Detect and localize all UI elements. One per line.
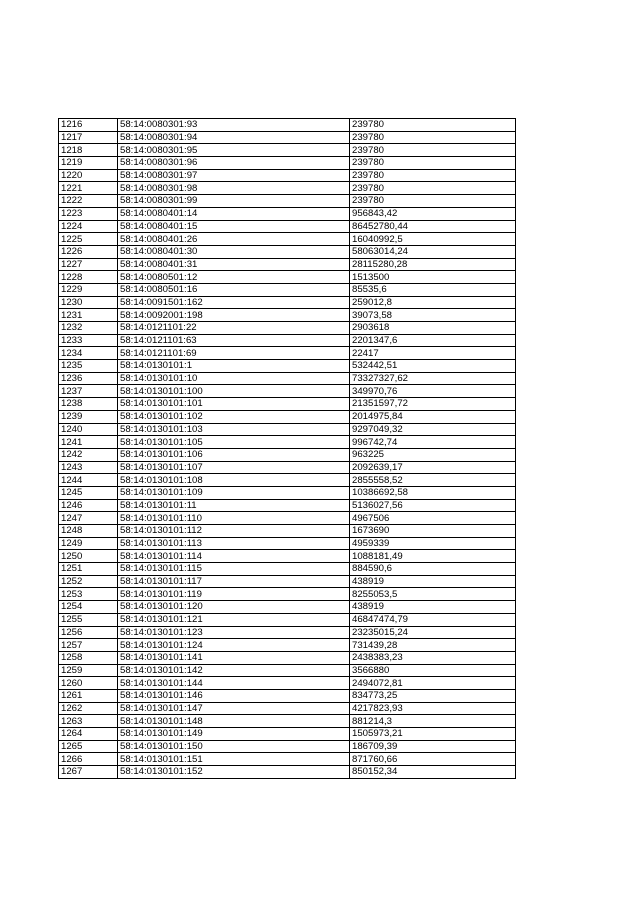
value-cell: 239780 — [350, 182, 516, 195]
cadastral-number-cell: 58:14:0080301:99 — [118, 195, 350, 208]
row-number-cell: 1253 — [59, 588, 118, 601]
row-number-cell: 1237 — [59, 385, 118, 398]
table-row — [59, 461, 516, 474]
cadastral-number-cell: 58:14:0080501:16 — [118, 283, 350, 296]
table-row — [59, 398, 516, 411]
cadastral-number-cell: 58:14:0130101:151 — [118, 753, 350, 766]
table-row — [59, 563, 516, 576]
value-cell: 8255053,5 — [350, 588, 516, 601]
value-cell: 4959339 — [350, 537, 516, 550]
table-row — [59, 220, 516, 233]
cadastral-number-cell: 58:14:0080401:31 — [118, 258, 350, 271]
cadastral-number-cell: 58:14:0130101:120 — [118, 601, 350, 614]
cadastral-number-cell: 58:14:0080301:96 — [118, 157, 350, 170]
row-number-cell: 1244 — [59, 474, 118, 487]
cadastral-number-cell: 58:14:0130101:105 — [118, 436, 350, 449]
value-cell: 1088181,49 — [350, 550, 516, 563]
row-number-cell: 1243 — [59, 461, 118, 474]
table-row — [59, 601, 516, 614]
table-row — [59, 728, 516, 741]
row-number-cell: 1217 — [59, 131, 118, 144]
table-row — [59, 195, 516, 208]
cadastral-number-cell: 58:14:0080301:98 — [118, 182, 350, 195]
cadastral-number-cell: 58:14:0130101:115 — [118, 563, 350, 576]
cadastral-number-cell: 58:14:0080401:26 — [118, 233, 350, 246]
row-number-cell: 1235 — [59, 360, 118, 373]
row-number-cell: 1242 — [59, 448, 118, 461]
table-row — [59, 258, 516, 271]
table-row — [59, 766, 516, 779]
row-number-cell: 1233 — [59, 334, 118, 347]
value-cell: 2438383,23 — [350, 651, 516, 664]
cadastral-number-cell: 58:14:0130101:117 — [118, 575, 350, 588]
value-cell: 4967506 — [350, 512, 516, 525]
cadastral-number-cell: 58:14:0091501:162 — [118, 296, 350, 309]
row-number-cell: 1257 — [59, 639, 118, 652]
value-cell: 239780 — [350, 195, 516, 208]
table-row — [59, 296, 516, 309]
table-row — [59, 753, 516, 766]
value-cell: 2494072,81 — [350, 677, 516, 690]
value-cell: 2855558,52 — [350, 474, 516, 487]
row-number-cell: 1252 — [59, 575, 118, 588]
table-row — [59, 182, 516, 195]
table-row — [59, 360, 516, 373]
cadastral-number-cell: 58:14:0130101:113 — [118, 537, 350, 550]
cadastral-number-cell: 58:14:0130101:10 — [118, 372, 350, 385]
row-number-cell: 1248 — [59, 525, 118, 538]
cadastral-number-cell: 58:14:0130101:149 — [118, 728, 350, 741]
row-number-cell: 1219 — [59, 157, 118, 170]
value-cell: 16040992,5 — [350, 233, 516, 246]
value-cell: 10386692,58 — [350, 486, 516, 499]
table-row — [59, 575, 516, 588]
value-cell: 21351597,72 — [350, 398, 516, 411]
row-number-cell: 1246 — [59, 499, 118, 512]
value-cell: 871760,66 — [350, 753, 516, 766]
table-row — [59, 233, 516, 246]
value-cell: 438919 — [350, 575, 516, 588]
row-number-cell: 1239 — [59, 410, 118, 423]
row-number-cell: 1249 — [59, 537, 118, 550]
cadastral-number-cell: 58:14:0130101:1 — [118, 360, 350, 373]
cadastral-number-cell: 58:14:0130101:141 — [118, 651, 350, 664]
row-number-cell: 1224 — [59, 220, 118, 233]
cadastral-number-cell: 58:14:0130101:121 — [118, 613, 350, 626]
value-cell: 39073,58 — [350, 309, 516, 322]
table-row — [59, 486, 516, 499]
table-row — [59, 322, 516, 335]
cadastral-number-cell: 58:14:0130101:142 — [118, 664, 350, 677]
table-row — [59, 334, 516, 347]
row-number-cell: 1251 — [59, 563, 118, 576]
table-body — [59, 119, 516, 779]
row-number-cell: 1262 — [59, 702, 118, 715]
value-cell: 239780 — [350, 119, 516, 132]
value-cell: 731439,28 — [350, 639, 516, 652]
row-number-cell: 1226 — [59, 245, 118, 258]
cadastral-number-cell: 58:14:0080501:12 — [118, 271, 350, 284]
value-cell: 850152,34 — [350, 766, 516, 779]
table-row — [59, 613, 516, 626]
row-number-cell: 1260 — [59, 677, 118, 690]
row-number-cell: 1240 — [59, 423, 118, 436]
value-cell: 4217823,93 — [350, 702, 516, 715]
value-cell: 2201347,6 — [350, 334, 516, 347]
cadastral-number-cell: 58:14:0130101:144 — [118, 677, 350, 690]
value-cell: 86452780,44 — [350, 220, 516, 233]
cadastral-number-cell: 58:14:0080401:15 — [118, 220, 350, 233]
table-row — [59, 372, 516, 385]
data-table — [58, 118, 516, 779]
cadastral-number-cell: 58:14:0080301:94 — [118, 131, 350, 144]
table-row — [59, 626, 516, 639]
table-row — [59, 588, 516, 601]
table-row — [59, 537, 516, 550]
table-row — [59, 715, 516, 728]
cadastral-number-cell: 58:14:0130101:101 — [118, 398, 350, 411]
table-row — [59, 385, 516, 398]
value-cell: 996742,74 — [350, 436, 516, 449]
value-cell: 1505973,21 — [350, 728, 516, 741]
value-cell: 259012,8 — [350, 296, 516, 309]
table-row — [59, 664, 516, 677]
cadastral-number-cell: 58:14:0130101:103 — [118, 423, 350, 436]
value-cell: 186709,39 — [350, 740, 516, 753]
row-number-cell: 1259 — [59, 664, 118, 677]
row-number-cell: 1258 — [59, 651, 118, 664]
table-row — [59, 525, 516, 538]
table-row — [59, 740, 516, 753]
table-row — [59, 144, 516, 157]
value-cell: 85535,6 — [350, 283, 516, 296]
table-row — [59, 169, 516, 182]
cadastral-number-cell: 58:14:0130101:147 — [118, 702, 350, 715]
value-cell: 1673690 — [350, 525, 516, 538]
row-number-cell: 1264 — [59, 728, 118, 741]
table-row — [59, 499, 516, 512]
value-cell: 239780 — [350, 144, 516, 157]
row-number-cell: 1228 — [59, 271, 118, 284]
value-cell: 963225 — [350, 448, 516, 461]
row-number-cell: 1231 — [59, 309, 118, 322]
value-cell: 28115280,28 — [350, 258, 516, 271]
cadastral-number-cell: 58:14:0080301:97 — [118, 169, 350, 182]
value-cell: 349970,76 — [350, 385, 516, 398]
table-row — [59, 207, 516, 220]
row-number-cell: 1229 — [59, 283, 118, 296]
value-cell: 3566880 — [350, 664, 516, 677]
row-number-cell: 1218 — [59, 144, 118, 157]
row-number-cell: 1263 — [59, 715, 118, 728]
table-row — [59, 436, 516, 449]
value-cell: 46847474,79 — [350, 613, 516, 626]
value-cell: 2014975,84 — [350, 410, 516, 423]
value-cell: 239780 — [350, 157, 516, 170]
value-cell: 1513500 — [350, 271, 516, 284]
value-cell: 884590,6 — [350, 563, 516, 576]
cadastral-number-cell: 58:14:0130101:152 — [118, 766, 350, 779]
row-number-cell: 1241 — [59, 436, 118, 449]
cadastral-number-cell: 58:14:0130101:109 — [118, 486, 350, 499]
cadastral-number-cell: 58:14:0092001:198 — [118, 309, 350, 322]
cadastral-number-cell: 58:14:0080401:14 — [118, 207, 350, 220]
value-cell: 5136027,56 — [350, 499, 516, 512]
cadastral-number-cell: 58:14:0080401:30 — [118, 245, 350, 258]
row-number-cell: 1230 — [59, 296, 118, 309]
cadastral-number-cell: 58:14:0130101:100 — [118, 385, 350, 398]
cadastral-number-cell: 58:14:0130101:148 — [118, 715, 350, 728]
cadastral-number-cell: 58:14:0130101:106 — [118, 448, 350, 461]
row-number-cell: 1255 — [59, 613, 118, 626]
cadastral-number-cell: 58:14:0130101:123 — [118, 626, 350, 639]
row-number-cell: 1250 — [59, 550, 118, 563]
value-cell: 2903618 — [350, 322, 516, 335]
cadastral-number-cell: 58:14:0130101:107 — [118, 461, 350, 474]
row-number-cell: 1227 — [59, 258, 118, 271]
table-row — [59, 119, 516, 132]
cadastral-number-cell: 58:14:0130101:110 — [118, 512, 350, 525]
cadastral-number-cell: 58:14:0121101:69 — [118, 347, 350, 360]
cadastral-number-cell: 58:14:0130101:119 — [118, 588, 350, 601]
value-cell: 23235015,24 — [350, 626, 516, 639]
row-number-cell: 1223 — [59, 207, 118, 220]
table-row — [59, 157, 516, 170]
row-number-cell: 1238 — [59, 398, 118, 411]
row-number-cell: 1261 — [59, 689, 118, 702]
value-cell: 881214,3 — [350, 715, 516, 728]
value-cell: 2092639,17 — [350, 461, 516, 474]
row-number-cell: 1216 — [59, 119, 118, 132]
row-number-cell: 1265 — [59, 740, 118, 753]
table-row — [59, 677, 516, 690]
table-row — [59, 651, 516, 664]
cadastral-number-cell: 58:14:0121101:22 — [118, 322, 350, 335]
value-cell: 73327327,62 — [350, 372, 516, 385]
table-row — [59, 702, 516, 715]
cadastral-number-cell: 58:14:0130101:108 — [118, 474, 350, 487]
row-number-cell: 1256 — [59, 626, 118, 639]
value-cell: 22417 — [350, 347, 516, 360]
cadastral-number-cell: 58:14:0130101:102 — [118, 410, 350, 423]
value-cell: 58063014,24 — [350, 245, 516, 258]
row-number-cell: 1225 — [59, 233, 118, 246]
row-number-cell: 1266 — [59, 753, 118, 766]
cadastral-number-cell: 58:14:0130101:150 — [118, 740, 350, 753]
row-number-cell: 1254 — [59, 601, 118, 614]
table-row — [59, 689, 516, 702]
row-number-cell: 1236 — [59, 372, 118, 385]
table-row — [59, 283, 516, 296]
value-cell: 239780 — [350, 169, 516, 182]
table-row — [59, 245, 516, 258]
cadastral-number-cell: 58:14:0130101:112 — [118, 525, 350, 538]
table-row — [59, 347, 516, 360]
table-row — [59, 309, 516, 322]
table-row — [59, 512, 516, 525]
table-row — [59, 423, 516, 436]
table-row — [59, 131, 516, 144]
row-number-cell: 1234 — [59, 347, 118, 360]
cadastral-number-cell: 58:14:0130101:124 — [118, 639, 350, 652]
value-cell: 438919 — [350, 601, 516, 614]
row-number-cell: 1247 — [59, 512, 118, 525]
cadastral-number-cell: 58:14:0130101:11 — [118, 499, 350, 512]
value-cell: 239780 — [350, 131, 516, 144]
cadastral-number-cell: 58:14:0080301:95 — [118, 144, 350, 157]
cadastral-number-cell: 58:14:0130101:146 — [118, 689, 350, 702]
table-row — [59, 474, 516, 487]
value-cell: 532442,51 — [350, 360, 516, 373]
row-number-cell: 1221 — [59, 182, 118, 195]
row-number-cell: 1222 — [59, 195, 118, 208]
row-number-cell: 1220 — [59, 169, 118, 182]
cadastral-number-cell: 58:14:0130101:114 — [118, 550, 350, 563]
row-number-cell: 1267 — [59, 766, 118, 779]
table-row — [59, 410, 516, 423]
table-row — [59, 550, 516, 563]
row-number-cell: 1245 — [59, 486, 118, 499]
value-cell: 9297049,32 — [350, 423, 516, 436]
cadastral-number-cell: 58:14:0121101:63 — [118, 334, 350, 347]
table-row — [59, 448, 516, 461]
row-number-cell: 1232 — [59, 322, 118, 335]
table-row — [59, 271, 516, 284]
cadastral-number-cell: 58:14:0080301:93 — [118, 119, 350, 132]
table-row — [59, 639, 516, 652]
value-cell: 956843,42 — [350, 207, 516, 220]
value-cell: 834773,25 — [350, 689, 516, 702]
